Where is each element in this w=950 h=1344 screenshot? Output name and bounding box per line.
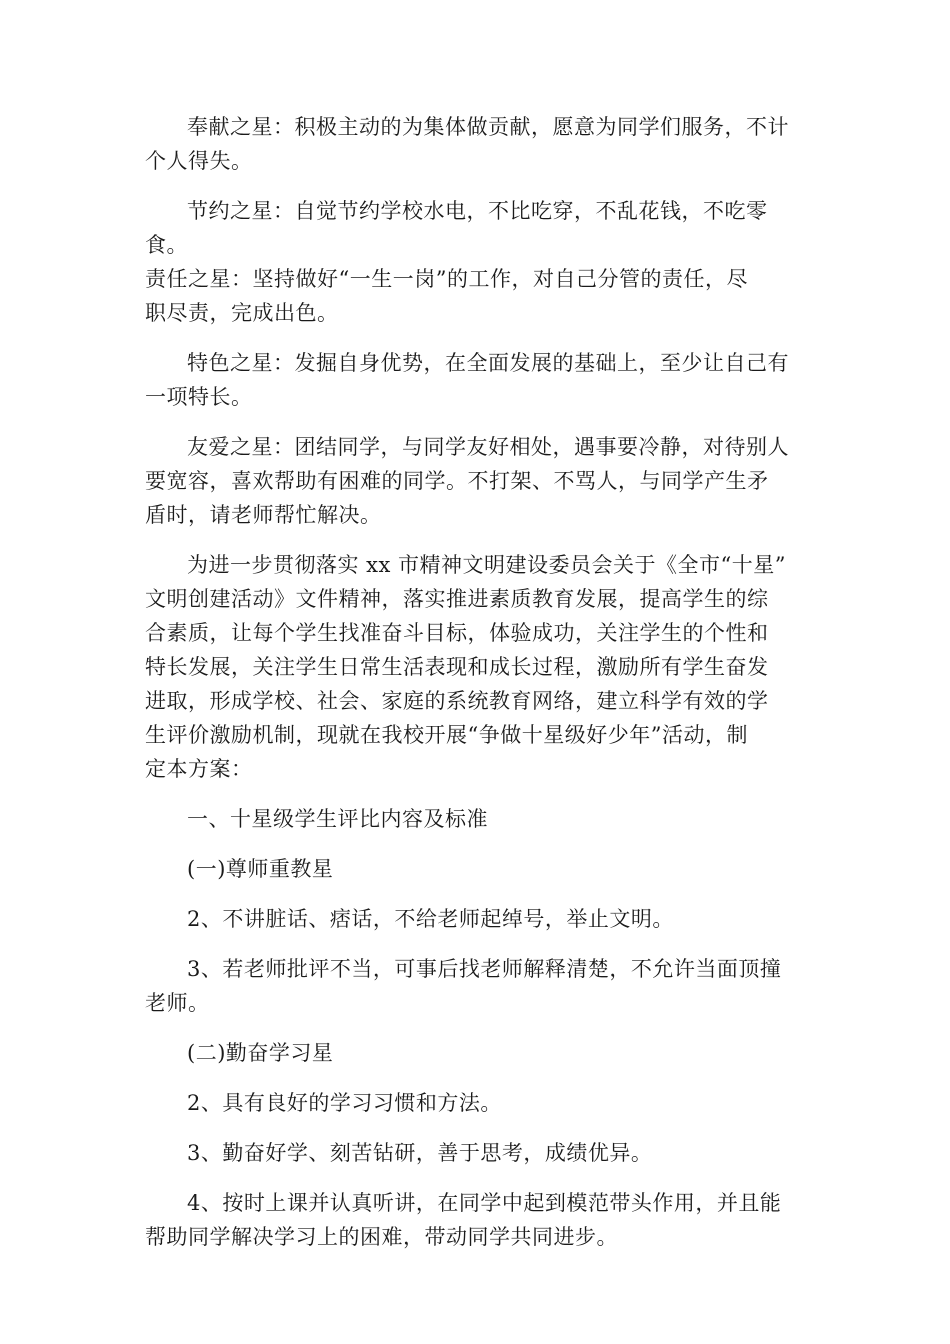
paragraph-line: 帮助同学解决学习上的困难，带动同学共同进步。 [145, 1225, 618, 1249]
paragraph-line: 一项特长。 [145, 385, 253, 409]
paragraph-line: 特色之星：发掘自身优势，在全面发展的基础上，至少让自己有 [187, 351, 789, 375]
paragraph [145, 1086, 810, 1120]
paragraph [145, 110, 810, 178]
paragraph-line: 个人得失。 [145, 149, 253, 173]
paragraph [145, 1036, 810, 1070]
paragraph [145, 1186, 810, 1254]
paragraph [145, 1136, 810, 1170]
paragraph-line: 进取，形成学校、社会、家庭的系统教育网络，建立科学有效的学 [145, 689, 769, 713]
paragraph-line: 特长发展，关注学生日常生活表现和成长过程，激励所有学生奋发 [145, 655, 769, 679]
paragraph-line: 2、具有良好的学习习惯和方法。 [187, 1091, 502, 1115]
paragraph-line: 合素质，让每个学生找准奋斗目标，体验成功，关注学生的个性和 [145, 621, 769, 645]
paragraph-line: 友爱之星：团结同学，与同学友好相处，遇事要冷静，对待别人 [187, 435, 789, 459]
paragraph [145, 430, 810, 532]
paragraph [145, 852, 810, 886]
paragraph-line: 为进一步贯彻落实 xx 市精神文明建设委员会关于《全市“十星” [187, 553, 787, 577]
paragraph [145, 346, 810, 414]
paragraph-line: 老师。 [145, 991, 210, 1015]
paragraph-line: 3、若老师批评不当，可事后找老师解释清楚，不允许当面顶撞 [187, 957, 782, 981]
paragraph [145, 952, 810, 1020]
paragraph-line: 2、不讲脏话、痞话，不给老师起绰号，举止文明。 [187, 907, 674, 931]
document-body [145, 110, 810, 1270]
paragraph-line: 生评价激励机制，现就在我校开展“争做十星级好少年”活动，制 [145, 723, 748, 747]
paragraph-line: 一、十星级学生评比内容及标准 [187, 807, 488, 831]
paragraph-line: 4、按时上课并认真听讲，在同学中起到模范带头作用，并且能 [187, 1191, 782, 1215]
paragraph-line: 节约之星：自觉节约学校水电，不比吃穿，不乱花钱，不吃零食。 [145, 199, 768, 257]
paragraph-line: (一)尊师重教星 [187, 857, 334, 881]
paragraph [145, 802, 810, 836]
paragraph-line: 职尽责，完成出色。 [145, 301, 339, 325]
paragraph [145, 902, 810, 936]
paragraph [145, 194, 810, 330]
paragraph-line: 盾时，请老师帮忙解决。 [145, 503, 382, 527]
paragraph-line: 3、勤奋好学、刻苦钻研，善于思考，成绩优异。 [187, 1141, 653, 1165]
paragraph-line: 要宽容，喜欢帮助有困难的同学。不打架、不骂人，与同学产生矛 [145, 469, 769, 493]
paragraph-line: 定本方案： [145, 757, 253, 781]
paragraph-line: (二)勤奋学习星 [187, 1041, 334, 1065]
paragraph-line: 文明创建活动》文件精神，落实推进素质教育发展，提高学生的综 [145, 587, 769, 611]
paragraph-line: 奉献之星：积极主动的为集体做贡献，愿意为同学们服务，不计 [187, 115, 789, 139]
paragraph [145, 548, 810, 786]
paragraph-line: 责任之星：坚持做好“一生一岗”的工作，对自己分管的责任，尽 [145, 267, 748, 291]
